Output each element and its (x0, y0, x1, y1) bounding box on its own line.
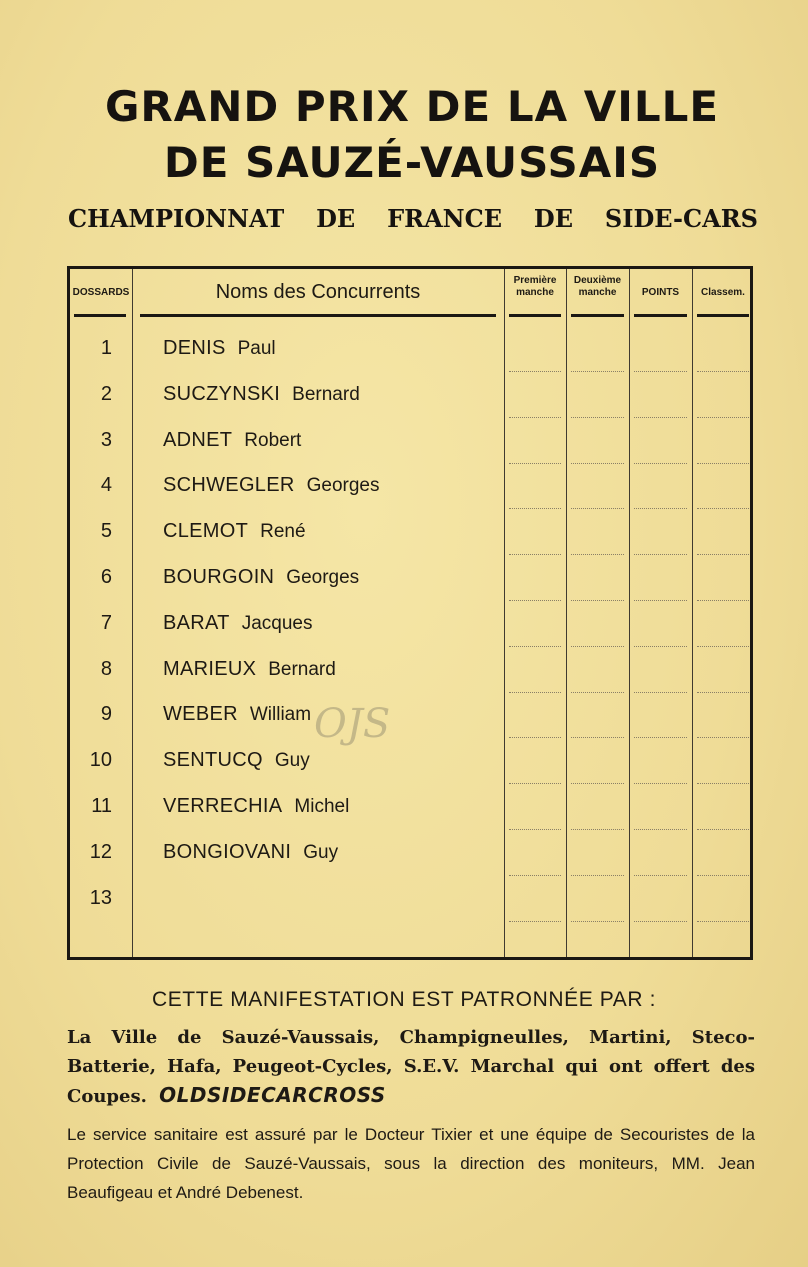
score-cell-line (697, 692, 749, 693)
score-cell-line (634, 783, 687, 784)
first-name: William (249, 704, 312, 726)
last-name: CLEMOT (163, 520, 249, 543)
score-cell-line (571, 692, 624, 693)
header-manche-1-line: manche (516, 287, 554, 298)
last-name: MARIEUX (163, 657, 257, 680)
row-number: 8 (100, 657, 112, 680)
header-dossards: DOSSARDS (72, 287, 130, 298)
score-cell-line (697, 508, 749, 509)
row-number: 6 (100, 566, 112, 588)
score-cell-line (634, 463, 687, 464)
score-cell-line (697, 554, 749, 555)
row-number: 3 (100, 428, 112, 451)
last-name: SUCZYNSKI (163, 382, 281, 405)
row-number: 2 (100, 382, 112, 405)
first-name: Georges (306, 475, 380, 497)
score-cell-line (634, 829, 687, 830)
header-underline (634, 314, 687, 317)
medical-service-text: Le service sanitaire est assuré par le Docteur Tixier et une équipe de Secouristes de la Protection Civile de Sauzé-Vaussais, sous la direction des moniteurs, MM. Jean Beaufigeau et André Debenest. (67, 1125, 755, 1202)
score-cell-line (571, 508, 624, 509)
competitors-table (67, 266, 753, 960)
first-name: Robert (244, 429, 302, 451)
last-name: DENIS (163, 337, 226, 359)
row-number: 10 (89, 749, 112, 772)
row-number: 13 (89, 886, 112, 909)
score-cell-line (571, 646, 624, 647)
score-cell-line (697, 646, 749, 647)
subtitle-word: DE (533, 204, 574, 233)
score-cell-line (634, 921, 687, 922)
competitor-name (163, 383, 360, 406)
sponsorship-title: CETTE MANIFESTATION EST PATRONNÉE PAR : (151, 988, 657, 1011)
score-cell-line (571, 783, 624, 784)
first-name: Michel (294, 796, 350, 817)
column-divider (692, 269, 693, 957)
first-name: Paul (237, 338, 276, 359)
first-name: Jacques (241, 612, 313, 634)
last-name: WEBER (163, 703, 238, 726)
subtitle-word: DE (316, 204, 356, 233)
first-name: Bernard (292, 383, 360, 405)
score-cell-line (509, 417, 561, 418)
score-cell-line (697, 600, 749, 601)
score-cell-line (509, 600, 561, 601)
header-underline (140, 314, 496, 317)
competitor-name (163, 474, 379, 497)
last-name: BARAT (163, 611, 230, 634)
row-number: 5 (100, 520, 112, 543)
competitor-name (163, 795, 349, 818)
competitor-name (163, 429, 301, 452)
score-cell-line (697, 783, 749, 784)
score-cell-line (571, 921, 624, 922)
score-cell-line (697, 371, 749, 372)
header-underline (509, 314, 561, 317)
last-name: BONGIOVANI (163, 840, 292, 863)
score-cell-line (509, 783, 561, 784)
competitor-name (163, 703, 311, 726)
row-number: 12 (89, 840, 112, 863)
sponsorship-text (67, 1023, 755, 1111)
row-number: 4 (100, 474, 112, 497)
header-manche-2-line: manche (578, 287, 617, 298)
score-cell-line (509, 646, 561, 647)
score-cell-line (509, 508, 561, 509)
watermark-logo (310, 699, 390, 749)
competitor-name (163, 337, 276, 360)
score-cell-line (571, 417, 624, 418)
competitor-name (163, 841, 338, 864)
competitor-name (163, 612, 312, 635)
score-cell-line (571, 737, 624, 738)
header-noms: Noms des Concurrents (215, 281, 421, 303)
header-manche-1-line: Première (513, 275, 557, 286)
score-cell-line (509, 829, 561, 830)
score-cell-line (697, 829, 749, 830)
first-name: Guy (303, 841, 339, 863)
first-name: René (260, 521, 306, 543)
row-number: 7 (100, 611, 112, 634)
column-divider (132, 269, 133, 957)
score-cell-line (509, 921, 561, 922)
score-cell-line (634, 646, 687, 647)
last-name: ADNET (163, 428, 233, 451)
score-cell-line (509, 554, 561, 555)
score-cell-line (634, 508, 687, 509)
last-name: SCHWEGLER (163, 474, 295, 497)
score-cell-line (634, 417, 687, 418)
subtitle-word: CHAMPIONNAT (68, 204, 285, 233)
header-manche-1 (504, 275, 566, 299)
title-line-2: DE SAUZÉ-VAUSSAIS (163, 138, 661, 187)
subtitle (68, 204, 758, 233)
competitor-name (163, 566, 359, 589)
competitor-name (163, 520, 306, 543)
header-underline (571, 314, 624, 317)
score-cell-line (634, 600, 687, 601)
row-number: 11 (91, 795, 112, 817)
competitor-name (163, 749, 310, 772)
last-name: VERRECHIA (163, 795, 283, 817)
score-cell-line (697, 737, 749, 738)
score-cell-line (509, 692, 561, 693)
score-cell-line (571, 600, 624, 601)
score-cell-line (571, 554, 624, 555)
title-line-1: GRAND PRIX DE LA VILLE (104, 82, 720, 131)
score-cell-line (571, 463, 624, 464)
row-number: 1 (100, 337, 112, 359)
header-classement: Classem. (701, 287, 745, 298)
first-name: Guy (274, 750, 310, 772)
score-cell-line (634, 554, 687, 555)
competitor-name (163, 658, 336, 681)
score-cell-line (509, 463, 561, 464)
score-cell-line (571, 875, 624, 876)
score-cell-line (634, 692, 687, 693)
score-cell-line (571, 371, 624, 372)
score-cell-line (697, 417, 749, 418)
first-name: Bernard (268, 658, 336, 680)
column-divider (566, 269, 567, 957)
column-divider (629, 269, 630, 957)
score-cell-line (634, 875, 687, 876)
competitor-name (163, 887, 175, 910)
last-name: BOURGOIN (163, 566, 275, 588)
header-manche-2-line: Deuxième (573, 275, 622, 286)
svg-text:OJS: OJS (314, 701, 390, 747)
last-name: SENTUCQ (163, 749, 263, 772)
subtitle-word: SIDE-CARS (604, 204, 758, 233)
header-underline (74, 314, 126, 317)
score-cell-line (509, 875, 561, 876)
header-manche-2 (566, 275, 629, 299)
header-underline (697, 314, 749, 317)
score-cell-line (509, 371, 561, 372)
score-cell-line (634, 371, 687, 372)
score-cell-line (509, 737, 561, 738)
score-cell-line (697, 463, 749, 464)
score-cell-line (697, 921, 749, 922)
score-cell-line (571, 829, 624, 830)
sponsor-list: La Ville de Sauzé-Vaussais, Champigneulles, Martini, Steco-Batterie, Hafa, Peugeot-Cycles, S.E.V. Marchal qui ont offert des Coupes. (67, 1027, 755, 1107)
score-cell-line (634, 737, 687, 738)
header-points: POINTS (641, 287, 680, 298)
row-number: 9 (100, 703, 112, 726)
column-divider (504, 269, 505, 957)
subtitle-word: FRANCE (387, 204, 503, 233)
oldsidecarcross-stamp: OLDSIDECARCROSS (159, 1083, 386, 1107)
first-name: Georges (286, 567, 360, 588)
score-cell-line (697, 875, 749, 876)
